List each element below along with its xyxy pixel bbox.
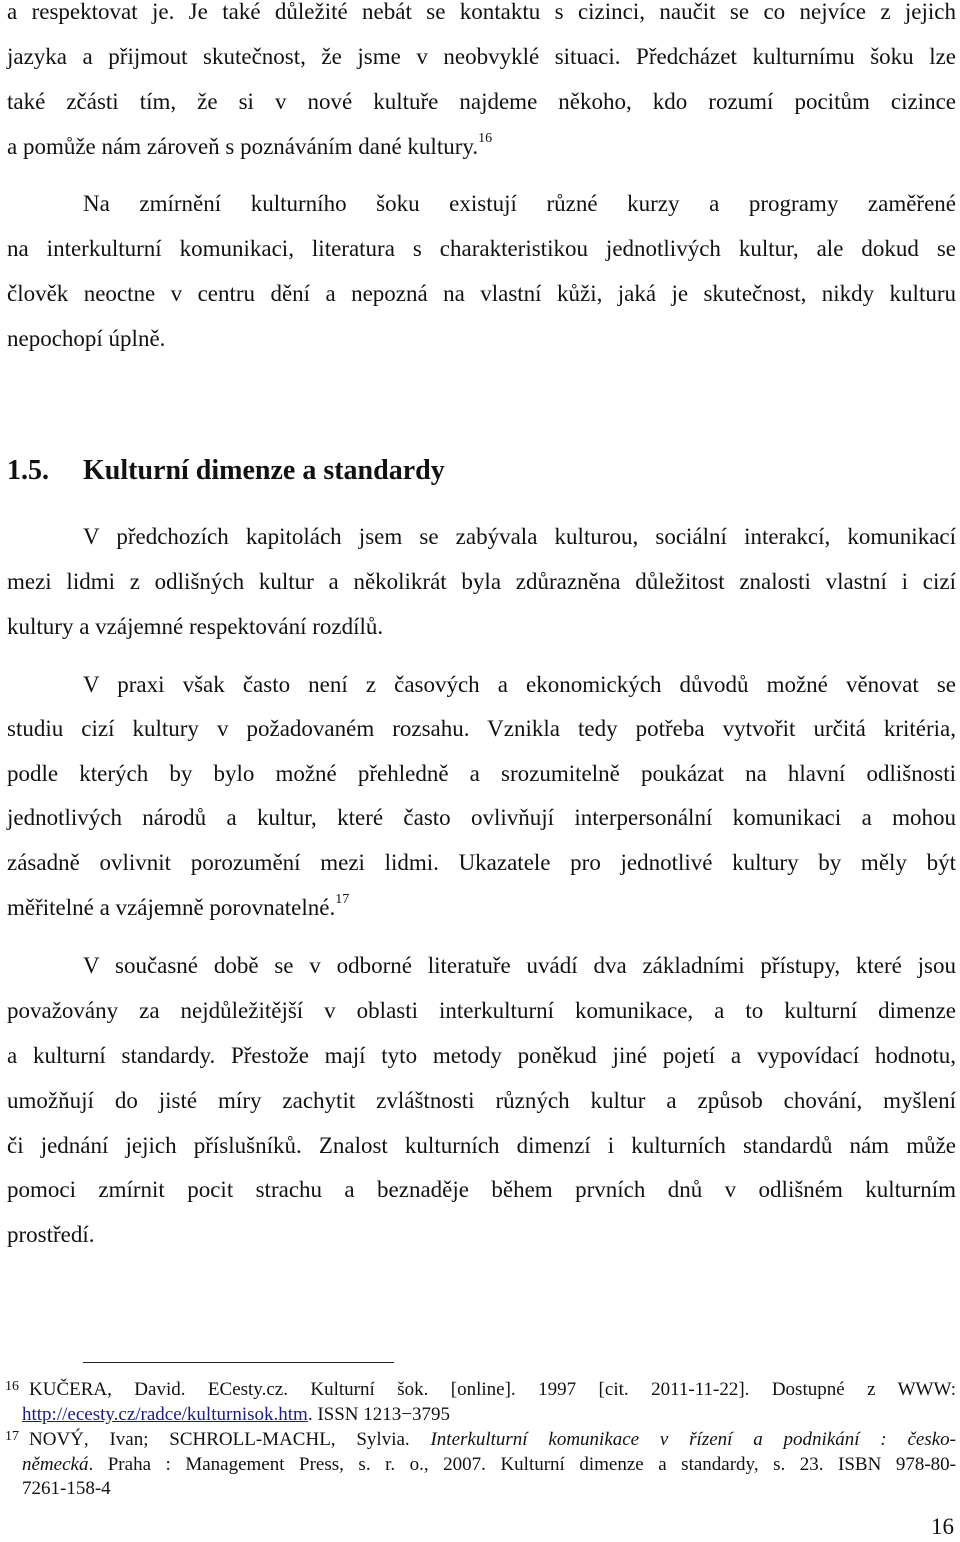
footnote-ref-16[interactable]: 16 bbox=[478, 131, 493, 146]
paragraph-2-line-2: na interkulturní komunikaci, literatura s charakteristikou jednotlivých kultur, ale dokud se bbox=[7, 236, 956, 261]
paragraph-4-line-4: jednotlivých národů a kultur, které často ovlivňují interpersonální komunikaci a mohou bbox=[7, 805, 956, 830]
footnote-16-mark: 16 bbox=[5, 1379, 19, 1394]
paragraph-3-line-1: V předchozích kapitolách jsem se zabývala kulturou, sociální interakcí, komunikací bbox=[83, 524, 956, 549]
footnote-ref-17[interactable]: 17 bbox=[335, 892, 350, 907]
footnote-17-mark: 17 bbox=[5, 1429, 19, 1444]
paragraph-2-line-4: nepochopí úplně. bbox=[7, 326, 166, 351]
footnote-divider bbox=[83, 1362, 394, 1363]
paragraph-4-line-1: V praxi však často není z časových a ekonomických důvodů možné věnovat se bbox=[83, 672, 956, 697]
paragraph-5-line-7: prostředí. bbox=[7, 1222, 95, 1247]
paragraph-5-line-3: a kulturní standardy. Přestože mají tyto metody poněkud jiné pojetí a vypovídací hodnotu, bbox=[7, 1043, 956, 1068]
footnote-16-issn: . ISSN 1213−3795 bbox=[307, 1404, 450, 1425]
paragraph-5-line-5: či jednání jejich příslušníků. Znalost kulturních dimenzí i kulturních standardů nám může bbox=[7, 1133, 956, 1158]
paragraph-4-line-5: zásadně ovlivnit porozumění mezi lidmi. Ukazatele pro jednotlivé kultury by měly být bbox=[7, 850, 956, 875]
footnote-17-line-1 bbox=[29, 1428, 956, 1452]
paragraph-1-line-2: jazyka a přijmout skutečnost, že jsme v neobvyklé situaci. Předcházet kulturnímu šoku lze bbox=[7, 44, 956, 69]
footnote-16-line-2 bbox=[22, 1403, 450, 1427]
section-title: Kulturní dimenze a standardy bbox=[83, 455, 445, 486]
footnote-17-title: Interkulturní komunikace v řízení a podnikání : česko- bbox=[430, 1429, 957, 1450]
paragraph-4-line-3: podle kterých by bylo možné přehledně a srozumitelně poukázat na hlavní odlišnosti bbox=[7, 761, 956, 786]
section-heading bbox=[7, 451, 445, 491]
paragraph-2-line-3: člověk neoctne v centru dění a nepozná na vlastní kůži, jaká je skutečnost, nikdy kulturu bbox=[7, 281, 956, 306]
paragraph-3-line-2: mezi lidmi z odlišných kultur a několikrát byla zdůrazněna důležitost znalosti vlastní i cizí bbox=[7, 569, 956, 594]
paragraph-5-line-6: pomoci zmírnit pocit strachu a beznaděje během prvních dnů v odlišném kulturním bbox=[7, 1177, 956, 1202]
page-number: 16 bbox=[931, 1514, 954, 1539]
footnote-17-publisher: . Praha : Management Press, s. r. o., 2007. Kulturní dimenze a standardy, s. 23. ISBN 978-80- bbox=[88, 1454, 956, 1475]
footnote-16-line-1: KUČERA, David. ECesty.cz. Kulturní šok. [online]. 1997 [cit. 2011-11-22]. Dostupné z WWW: bbox=[29, 1379, 956, 1400]
paragraph-3-line-3: kultury a vzájemné respektování rozdílů. bbox=[7, 614, 384, 639]
footnote-17-line-3: 7261-158-4 bbox=[22, 1478, 111, 1499]
paragraph-4-line-6-text: měřitelné a vzájemně porovnatelné. bbox=[7, 895, 336, 920]
paragraph-4-line-6 bbox=[7, 893, 349, 923]
footnote-17-title-end: německá bbox=[22, 1454, 89, 1475]
paragraph-1-line-1: a respektovat je. Je také důležité nebát se kontaktu s cizinci, naučit se co nejvíce z jejich bbox=[7, 0, 956, 24]
section-number: 1.5. bbox=[7, 455, 49, 486]
paragraph-5-line-1: V současné době se v odborné literatuře uvádí dva základními přístupy, které jsou bbox=[83, 953, 956, 978]
footnote-16-link[interactable]: http://ecesty.cz/radce/kulturnisok.htm bbox=[22, 1404, 308, 1425]
paragraph-5-line-2: považovány za nejdůležitější v oblasti interkulturní komunikace, a to kulturní dimenze bbox=[7, 998, 956, 1023]
paragraph-5-line-4: umožňují do jisté míry zachytit zvláštnosti různých kultur a způsob chování, myšlení bbox=[7, 1088, 956, 1113]
paragraph-1-line-3: také zčásti tím, že si v nové kultuře najdeme někoho, kdo rozumí pocitům cizince bbox=[7, 89, 956, 114]
footnote-17-line-2 bbox=[22, 1453, 956, 1477]
paragraph-1-line-4-text: a pomůže nám zároveň s poznáváním dané kultury. bbox=[7, 134, 479, 159]
footnote-17-authors: NOVÝ, Ivan; SCHROLL-MACHL, Sylvia. bbox=[29, 1429, 410, 1450]
paragraph-2-line-1: Na zmírnění kulturního šoku existují různé kurzy a programy zaměřené bbox=[83, 191, 956, 216]
paragraph-1-line-4 bbox=[7, 132, 492, 162]
paragraph-4-line-2: studiu cizí kultury v požadovaném rozsahu. Vznikla tedy potřeba vytvořit určitá kritéria, bbox=[7, 716, 956, 741]
